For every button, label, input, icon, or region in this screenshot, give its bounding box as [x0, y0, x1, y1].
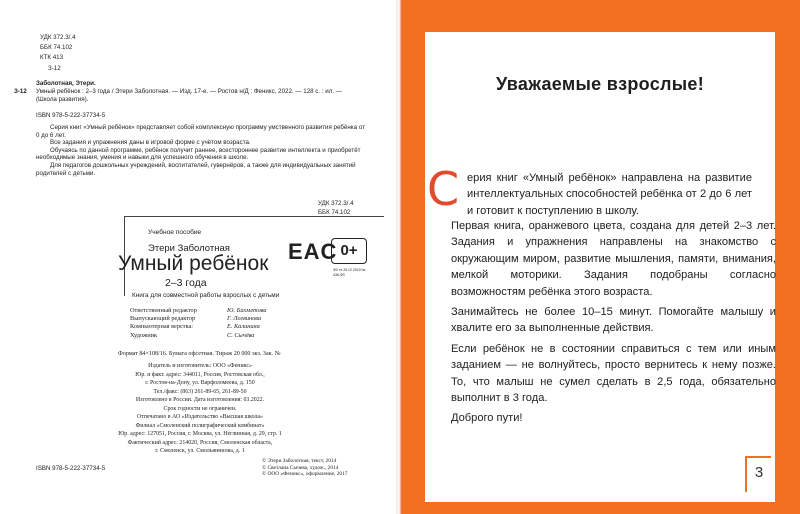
description-block — [36, 124, 366, 177]
staff-role: Ответственный редактор — [130, 307, 197, 314]
book-author: Этери Заболотная — [148, 243, 230, 254]
foreword-body-2 — [451, 218, 776, 427]
imprint-line: г. Смоленск, ул. Смольянинова, д. 1 — [155, 448, 245, 454]
age-rating-badge: 0+ — [331, 238, 367, 264]
paragraph-3: Занимайтесь не более 10–15 минут. Помогайте малышу и хвалите его за выполненные действия. — [451, 306, 776, 335]
foreword-body — [467, 170, 752, 219]
page-number-tab — [745, 456, 771, 492]
imprint-line: Филиал «Смоленский полиграфический комбинат» — [135, 422, 265, 429]
rating-law: ФЗ от 29.12.2010 № 436-ФЗ — [333, 268, 366, 277]
udk-code: УДК 372.3/.4 — [40, 34, 76, 41]
edition-type: Учебное пособие — [148, 229, 202, 236]
description-para: Для педагогов дошкольных учреждений, воспитателей, гувернёров, а также для индивидуальных занятий родителей с детьми. — [36, 161, 356, 177]
paragraph-4: Если ребёнок не в состоянии справиться с тем или иным заданием — не волнуйтесь, просто вернитесь к нему позже. То, что малыш не сумел сделать в 2,5 года, обязательно выполнит в 3 года. — [451, 342, 776, 405]
description-para: Серия книг «Умный ребёнок» представляет собой комплексную программу умственного развития ребёнка от 0 до 6 лет. — [36, 124, 365, 139]
description-para: Обучаясь по данной программе, ребёнок получит раннее, всестороннее развитие интеллекта и приобретёт необходимые знания, умения и навыки для успешного обучения в школе. — [36, 146, 361, 162]
book-subtitle: Книга для совместной работы взрослых с детьми — [132, 292, 280, 299]
biblio-line: Умный ребёнок : 2–3 года / Этери Заболотная. — Изд. 17-е. — Ростов н/Д : Феникс, 2022. — 128 с. : ил. — — [36, 88, 342, 95]
imprint-line: Юр. и факт. адрес: 344011, Россия, Ростовская обл., — [135, 371, 265, 378]
book-spine — [396, 0, 402, 514]
side-code: З-12 — [14, 88, 27, 95]
staff-name: Е. Калинина — [227, 323, 260, 331]
author-code: З-12 — [48, 65, 61, 72]
foreword-heading: Уважаемые взрослые! — [495, 74, 705, 94]
paragraph-1: ерия книг «Умный ребёнок» направлена на развитие интеллектуальных способностей ребёнка от 2 до 6 лет и готовит к поступлению в школу. — [467, 172, 752, 217]
copyright-line: © Светлана Сычева, худож., 2014 — [262, 464, 339, 471]
biblio-author: Заболотная, Этери. — [36, 80, 96, 87]
format-line: Формат 84×108/16. Бумага офсетная. Тираж 20 000 экз. Зак. № — [118, 351, 281, 357]
staff-role: Художник — [130, 331, 158, 339]
staff-name: Г. Логвинова — [227, 315, 262, 323]
imprint-line: Тел./факс: (863) 261-89-65, 261-89-50 — [153, 388, 247, 395]
page-number: 3 — [754, 464, 764, 481]
divider — [124, 216, 384, 217]
biblio-series: (Школа развития). — [36, 96, 89, 103]
staff-roles — [130, 307, 197, 340]
paragraph-5: Доброго пути! — [451, 412, 523, 425]
staff-role: Компьютерная верстка: — [130, 323, 194, 331]
imprint-line: г. Ростов-на-Дону, ул. Варфоломеева, д. 150 — [145, 380, 255, 386]
staff-name: С. Сычёва — [227, 331, 255, 339]
isbn-top: ISBN 978-5-222-37734-5 — [36, 112, 106, 119]
book-age: 2–3 года — [165, 277, 207, 289]
imprint-line: Срок годности не ограничен. — [163, 405, 237, 412]
copyright-block — [262, 458, 347, 478]
imprint-line: Издатель и изготовитель: ООО «Феникс» — [148, 363, 252, 369]
imprint-line: Изготовлено в России. Дата изготовления: 03.2022. — [135, 397, 265, 403]
drop-cap: С — [427, 162, 460, 216]
ktk-code: КТК 413 — [40, 54, 64, 61]
isbn-bottom: ISBN 978-5-222-37734-5 — [36, 465, 106, 472]
staff-name: Ю. Бахметова — [227, 307, 267, 314]
imprint-block — [100, 362, 300, 456]
copyright-line: © ООО «Феникс», оформление, 2017 — [262, 471, 348, 478]
copyright-line: © Этери Заболотная, текст, 2014 — [262, 458, 337, 464]
imprint-line: Юр. адрес: 127051, Россия, г. Москва, ул. Неглинная, д. 29, стр. 1 — [118, 431, 282, 437]
paragraph-2: Первая книга, оранжевого цвета, создана для детей 2–3 лет. Задания и упражнения направлены на знакомство с окружающим миром, развитие мышления, памяти, внимания, мелкой моторики. Задания подобраны согласно возможностям ребёнка этого возраста. — [451, 220, 776, 298]
imprint-line: Отпечатано в АО «Издательство «Высшая школа» — [137, 414, 263, 420]
imprint-line: Фактический адрес: 214020, Россия, Смоленская область, — [127, 439, 273, 446]
foreword-card — [425, 32, 775, 502]
staff-names — [227, 307, 267, 340]
description-para: Все задания и упражнения даны в игровой форме с учётом возраста. — [50, 139, 251, 147]
udk-code-2: УДК 372.3/.4 — [318, 200, 354, 207]
bbk-code: ББК 74.102 — [40, 44, 73, 51]
staff-role: Выпускающий редактор — [130, 315, 196, 323]
bbk-code-2: ББК 74.102 — [318, 209, 351, 216]
book-title: Умный ребёнок — [118, 252, 269, 275]
eac-mark: EAC — [288, 239, 338, 264]
